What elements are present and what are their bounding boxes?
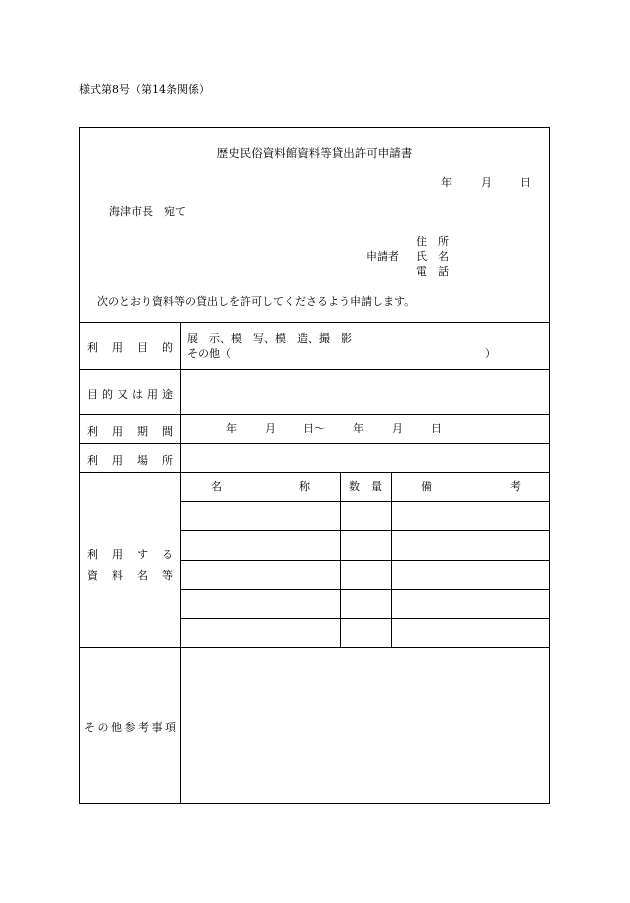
divider	[79, 369, 550, 370]
period-to-day: 日	[431, 422, 442, 435]
date-day: 日	[520, 176, 531, 189]
materials-label	[87, 546, 173, 583]
period-from-day: 日〜	[303, 422, 325, 435]
materials-header-name-a: 名	[211, 480, 222, 493]
purpose-label-text: 利 用 目 的	[87, 341, 173, 354]
divider	[180, 589, 550, 590]
label-column-divider	[180, 322, 181, 804]
divider	[79, 414, 550, 415]
period-to-year: 年	[353, 422, 364, 435]
other-label	[84, 719, 176, 735]
divider	[180, 618, 550, 619]
purpose-options: 展 示、模 写、模 造、撮 影	[187, 332, 352, 345]
applicant-phone-label: 電 話	[416, 265, 449, 278]
divider	[180, 501, 550, 502]
purpose-other-prefix: その他（	[187, 347, 231, 360]
other-label-text: その他参考事項	[84, 721, 176, 734]
period-from-year: 年	[226, 422, 237, 435]
form-number: 様式第8号（第14条関係）	[79, 83, 210, 96]
purpose-other-suffix: ）	[485, 347, 496, 360]
period-to-month: 月	[392, 422, 403, 435]
applicant-address-label: 住 所	[416, 235, 449, 248]
materials-column-divider	[340, 472, 341, 647]
applicant-name-label: 氏 名	[416, 250, 449, 263]
materials-header-remarks-a: 備	[421, 480, 432, 493]
purpose-use-label	[87, 386, 173, 402]
divider	[180, 530, 550, 531]
purpose-use-label-text: 目的又は用途	[87, 388, 173, 401]
applicant-label: 申請者	[366, 250, 399, 263]
period-label	[87, 423, 173, 439]
request-sentence: 次のとおり資料等の貸出しを許可してくださるよう申請します。	[97, 295, 416, 308]
place-label	[87, 452, 173, 468]
materials-label-line2: 資 料 名 等	[87, 569, 173, 582]
materials-header-quantity: 数 量	[349, 480, 382, 493]
divider	[180, 560, 550, 561]
materials-header-remarks-b: 考	[510, 480, 521, 493]
materials-column-divider	[391, 472, 392, 647]
addressee: 海津市長 宛て	[109, 205, 186, 218]
date-month: 月	[481, 176, 492, 189]
form-title: 歴史民俗資料館資料等貸出許可申請書	[216, 146, 413, 160]
place-label-text: 利 用 場 所	[87, 454, 173, 467]
divider	[79, 443, 550, 444]
materials-label-line1: 利 用 す る	[87, 548, 173, 561]
date-year: 年	[441, 176, 452, 189]
period-from-month: 月	[265, 422, 276, 435]
divider	[79, 647, 550, 648]
period-label-text: 利 用 期 間	[87, 425, 173, 438]
divider	[79, 322, 550, 323]
materials-header-name-b: 称	[299, 480, 310, 493]
purpose-label	[87, 339, 173, 355]
divider	[79, 472, 550, 473]
